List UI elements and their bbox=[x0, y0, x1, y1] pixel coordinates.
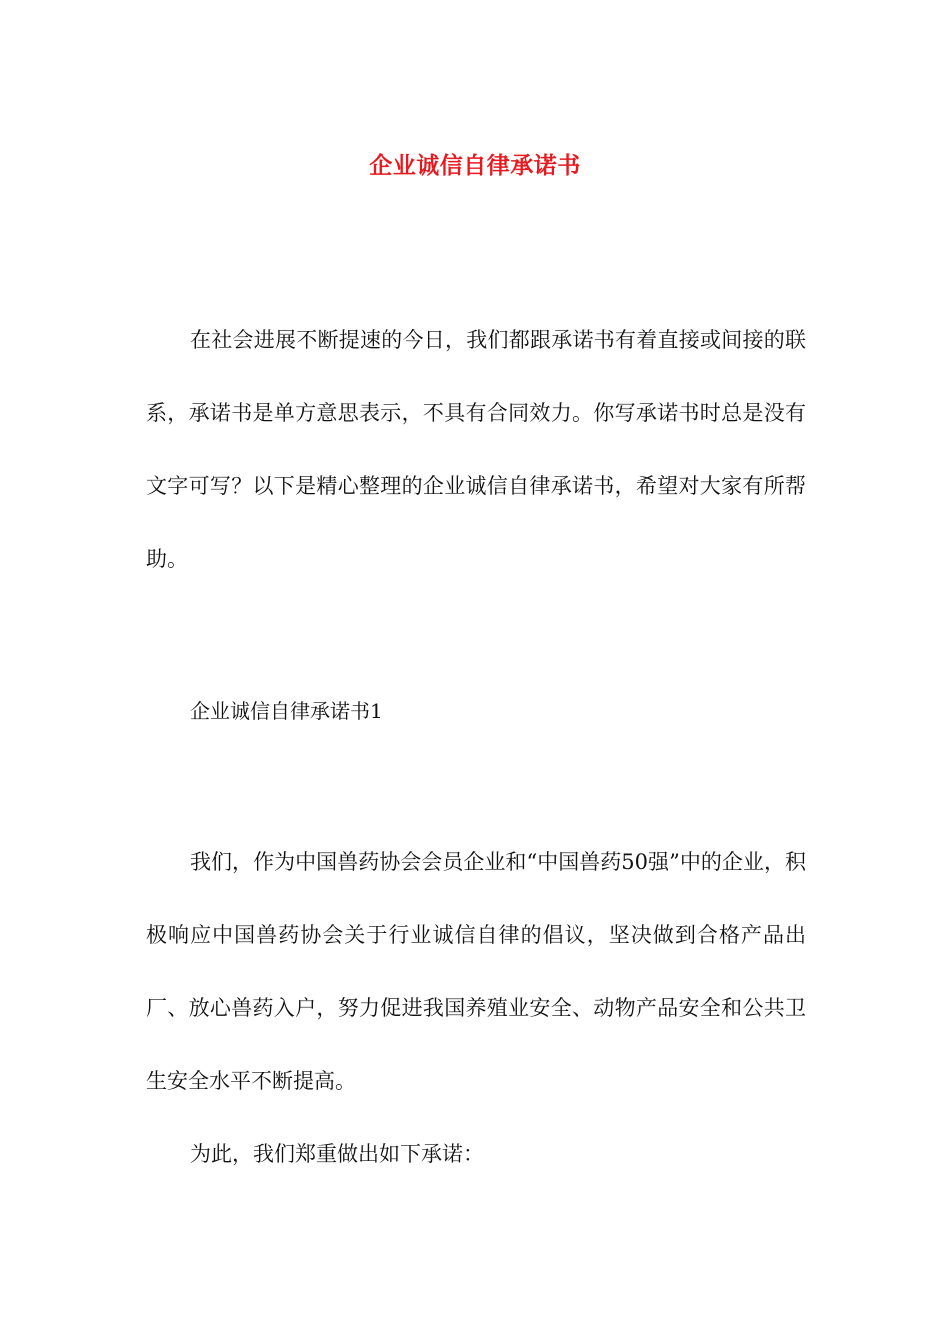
document-title: 企业诚信自律承诺书 bbox=[369, 152, 581, 180]
intro-paragraph: 在社会进展不断提速的今日，我们都跟承诺书有着直接或间接的联系，承诺书是单方意思表示，不具有合同效力。你写承诺书时总是没有文字可写？以下是精心整理的企业诚信自律承诺书，希望对大家有所帮助。 bbox=[146, 328, 806, 571]
body-paragraph: 我们，作为中国兽药协会会员企业和“中国兽药50强”中的企业，积极响应中国兽药协会关于行业诚信自律的倡议，坚决做到合格产品出厂、放心兽药入户，努力促进我国养殖业安全、动物产品安全和公共卫生安全水平不断提高。 bbox=[146, 850, 806, 1093]
section-heading: 企业诚信自律承诺书1 bbox=[190, 699, 383, 723]
pledge-lead-paragraph: 为此，我们郑重做出如下承诺： bbox=[190, 1142, 484, 1166]
